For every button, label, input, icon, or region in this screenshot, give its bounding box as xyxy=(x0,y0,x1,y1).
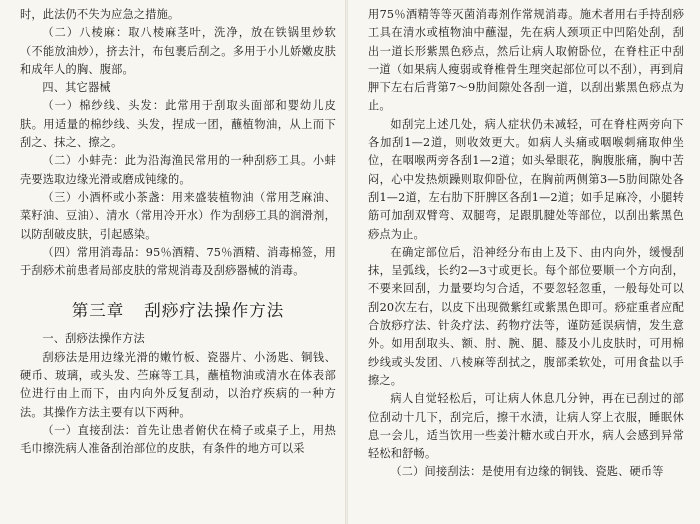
paragraph-eight-edge-hemp: （二）八棱麻：取八棱麻茎叶，洗净，放在铁锅里炒软（不能放油炒），挤去汁，布包裹后刮之。多用于小儿娇嫩皮肤和成年人的胸、腹部。 xyxy=(20,26,336,76)
chapter-title: 刮痧疗法操作方法 xyxy=(144,301,285,321)
paragraph-definition: 刮痧法是用边缘光滑的嫩竹板、瓷器片、小汤匙、铜钱、硬币、玻璃，或头发、苎麻等工具，蘸植物油或清水在体表部位进行由上而下，由内向外反复刮动，以治疗疾病的一种方法。其操作方法主要有以下两种。 xyxy=(20,350,336,419)
chapter-number: 第三章 xyxy=(71,301,125,321)
right-page xyxy=(352,6,692,518)
left-page xyxy=(0,6,340,518)
paragraph-cotton-hair: （一）棉纱线、头发：此常用于刮取头面部和婴幼儿皮肤。用适量的棉纱线、头发，捏成一团，蘸植物油，从上而下刮之、抹之、擦之。 xyxy=(20,99,336,150)
paragraph-mussel-shell: （二）小蚌壳：此为沿海渔民常用的一种刮痧工具。小蚌壳要选取边缘光滑或磨成钝缘的。 xyxy=(20,154,336,186)
paragraph-intro-end: 时，此法仍不失为应急之措施。 xyxy=(20,8,180,21)
book-spine xyxy=(345,0,348,524)
paragraph-disinfectants: （四）常用消毒品：95％酒精、75％酒精、消毒棉签，用于刮痧术前患者局部皮肤的常规消毒及刮痧器械的消毒。 xyxy=(20,245,336,278)
paragraph-technique: 在确定部位后，沿神经分布由上及下、由内向外，缓慢刮抹，呈弧线，长约2—3寸或更长。每个部位要顺一个方向刮，不要来回刮，力量要均匀合适，不要忽轻忽重，一般每处可以刮20次左右，以皮下出现微紫红或紫黑色即可。痧症重者应配合放痧疗法、针灸疗法、药物疗法等，谨防延误病情，发生意外。如用刮取头、额、肘、腕、腿、膝及小儿皮肤时，可用棉纱线或头发团、八棱麻等刮拭之，腹部柔软处，可用食盐以手擦之。 xyxy=(368,245,684,387)
paragraph-rest: 病人自觉轻松后，可让病人休息几分钟，再在已刮过的部位刮动十几下，刮完后，擦干水渍，让病人穿上衣服，睡眠休息一会儿，适当饮用一些姜汁糖水或白开水，病人会感到异常轻松和舒畅。 xyxy=(368,392,684,461)
paragraph-continued: 用75％酒精等等灭菌消毒剂作常规消毒。施术者用右手持刮痧工具在清水或植物油中蘸湿，先在病人颈项正中凹陷处刮，刮出一道长形紫黑色痧点，然后让病人取俯卧位，在脊柱正中刮一道（如果病人瘦弱或脊椎骨生理突起部位可以不刮），再到肩胛下左右后背第7～9肋间隙处各刮一道，以刮出紫黑色痧点为止。 xyxy=(368,8,684,113)
paragraph-additional-scraping: 如刮完上述几处，病人症状仍未减轻，可在脊柱两旁向下各加刮1—2道，则收效更大。如病人头痛或咽喉刺痛取伸坐位，在咽喉两旁各刮1—2道；如头晕眼花，胸腹胀痛，胸中苦闷，心中发热烦躁则取仰卧位，在胸前两侧第3—5肋间隙处各刮1—2道，左右肋下肝脾区各刮1—2道；如手足麻冷，小腿转筋可加刮双臂弯、双腿弯，足跟肌腱处等部位，以刮出紫黑色痧点为止。 xyxy=(368,117,684,241)
chapter-heading xyxy=(20,300,336,322)
section-heading-other-tools: 四、其它器械 xyxy=(42,81,111,95)
section-heading-procedure: 一、刮痧法操作方法 xyxy=(42,332,145,346)
paragraph-indirect-method: （二）间接刮法：是使用有边缘的铜钱、瓷匙、硬币等 xyxy=(390,465,664,479)
paragraph-small-cup: （三）小酒杯或小茶盏：用来盛装植物油（常用芝麻油、菜籽油、豆油）、清水（常用冷开水）作为刮痧工具的润滑剂，以防刮破皮肤，引起感染。 xyxy=(20,190,336,241)
paragraph-direct-method: （一）直接刮法：首先让患者俯伏在椅子或桌子上，用热毛巾擦洗病人准备刮治部位的皮肤，有条件的地方可以采 xyxy=(20,423,336,456)
